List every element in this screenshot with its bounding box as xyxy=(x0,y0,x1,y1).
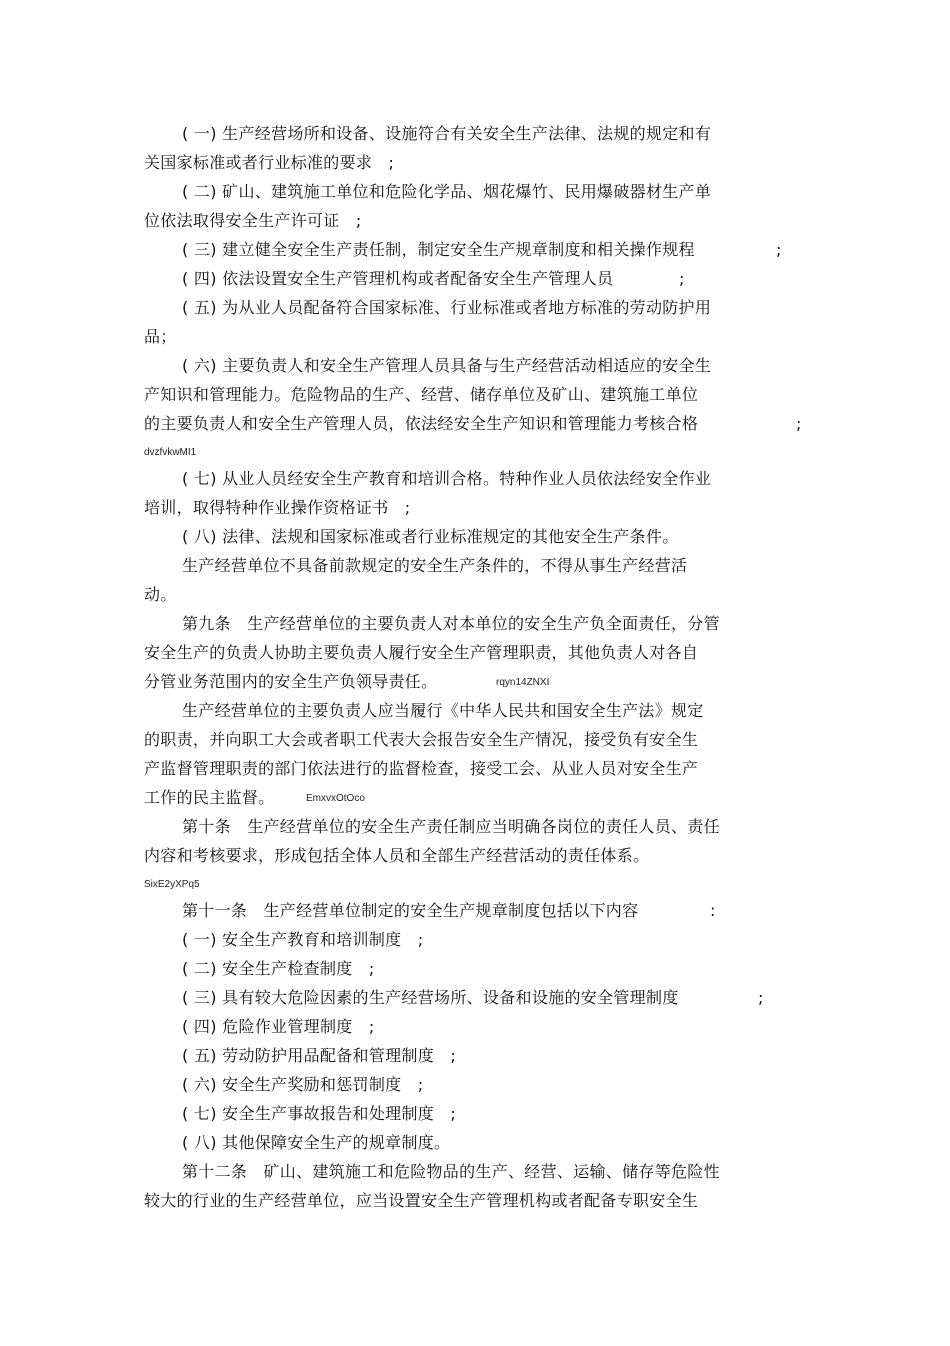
text-line: 生产经营单位不具备前款规定的安全生产条件的，不得从事生产经营活 xyxy=(182,556,688,575)
text-line: ( 一) 安全生产教育和培训制度 ; xyxy=(182,930,424,949)
text-line: 分管业务范围内的安全生产负领导责任。 xyxy=(144,672,438,691)
text-line: ( 五) 为从业人员配备符合国家标准、行业标准或者地方标准的劳动防护用 xyxy=(182,298,712,317)
text-line: 动。 xyxy=(144,585,177,604)
text-line: 产知识和管理能力。危险物品的生产、经营、储存单位及矿山、建筑施工单位 xyxy=(144,385,699,404)
text-line: ( 三) 具有较大危险因素的生产经营场所、设备和设施的安全管理制度 xyxy=(182,988,679,1007)
text-line: ( 四) 依法设置安全生产管理机构或者配备安全生产管理人员 xyxy=(182,269,614,288)
trailing-semicolon: ; xyxy=(776,240,782,259)
text-line: 培训，取得特种作业操作资格证书 ; xyxy=(144,498,411,517)
code-mark: SixE2yXPq5 xyxy=(144,879,200,890)
text-line: 较大的行业的生产经营单位，应当设置安全生产管理机构或者配备专职安全生 xyxy=(144,1191,699,1210)
text-line: 第十条 生产经营单位的安全生产责任制应当明确各岗位的责任人员、责任 xyxy=(182,817,720,836)
text-line: 生产经营单位的主要负责人应当履行《中华人民共和国安全生产法》规定 xyxy=(182,701,704,720)
text-line: 内容和考核要求，形成包括全体人员和全部生产经营活动的责任体系。 xyxy=(144,846,650,865)
text-line: ( 四) 危险作业管理制度 ; xyxy=(182,1017,375,1036)
trailing-semicolon: ; xyxy=(796,414,802,433)
trailing-semicolon: ; xyxy=(758,988,764,1007)
text-line: 品； xyxy=(144,327,177,346)
text-line: ( 三) 建立健全安全生产责任制，制定安全生产规章制度和相关操作规程 xyxy=(182,240,695,259)
text-line: ( 七) 从业人员经安全生产教育和培训合格。特种作业人员依法经安全作业 xyxy=(182,469,712,488)
text-line: 产监督管理职责的部门依法进行的监督检查，接受工会、从业人员对安全生产 xyxy=(144,759,699,778)
text-line: ( 二) 矿山、建筑施工单位和危险化学品、烟花爆竹、民用爆破器材生产单 xyxy=(182,182,712,201)
code-mark: rqyn14ZNXI xyxy=(496,677,550,688)
text-line: 关国家标准或者行业标准的要求 ; xyxy=(144,153,395,172)
text-line: 安全生产的负责人协助主要负责人履行安全生产管理职责，其他负责人对各自 xyxy=(144,643,699,662)
text-line: ( 六) 主要负责人和安全生产管理人员具备与生产经营活动相适应的安全生 xyxy=(182,356,712,375)
text-line: ( 七) 安全生产事故报告和处理制度 ; xyxy=(182,1104,457,1123)
trailing-semicolon: ; xyxy=(679,269,685,288)
code-mark: dvzfvkwMI1 xyxy=(144,447,197,458)
text-line: ( 五) 劳动防护用品配备和管理制度 ; xyxy=(182,1046,457,1065)
text-line: 第九条 生产经营单位的主要负责人对本单位的安全生产负全面责任，分管 xyxy=(182,614,720,633)
trailing-colon: : xyxy=(710,901,716,920)
text-line: 的主要负责人和安全生产管理人员，依法经安全生产知识和管理能力考核合格 xyxy=(144,414,699,433)
text-line: ( 八) 其他保障安全生产的规章制度。 xyxy=(182,1133,451,1152)
text-line: ( 二) 安全生产检查制度 ; xyxy=(182,959,375,978)
code-mark: EmxvxOtOco xyxy=(306,793,365,804)
text-line: ( 八) 法律、法规和国家标准或者行业标准规定的其他安全生产条件。 xyxy=(182,527,679,546)
text-line: ( 一) 生产经营场所和设备、设施符合有关安全生产法律、法规的规定和有 xyxy=(182,124,712,143)
text-line: ( 六) 安全生产奖励和惩罚制度 ; xyxy=(182,1075,424,1094)
text-line: 的职责，并向职工大会或者职工代表大会报告安全生产情况，接受负有安全生 xyxy=(144,730,699,749)
text-line: 位依法取得安全生产许可证 ; xyxy=(144,211,362,230)
text-line: 工作的民主监督。 xyxy=(144,788,275,807)
text-line: 第十二条 矿山、建筑施工和危险物品的生产、经营、运输、储存等危险性 xyxy=(182,1162,720,1181)
text-line: 第十一条 生产经营单位制定的安全生产规章制度包括以下内容 xyxy=(182,901,639,920)
